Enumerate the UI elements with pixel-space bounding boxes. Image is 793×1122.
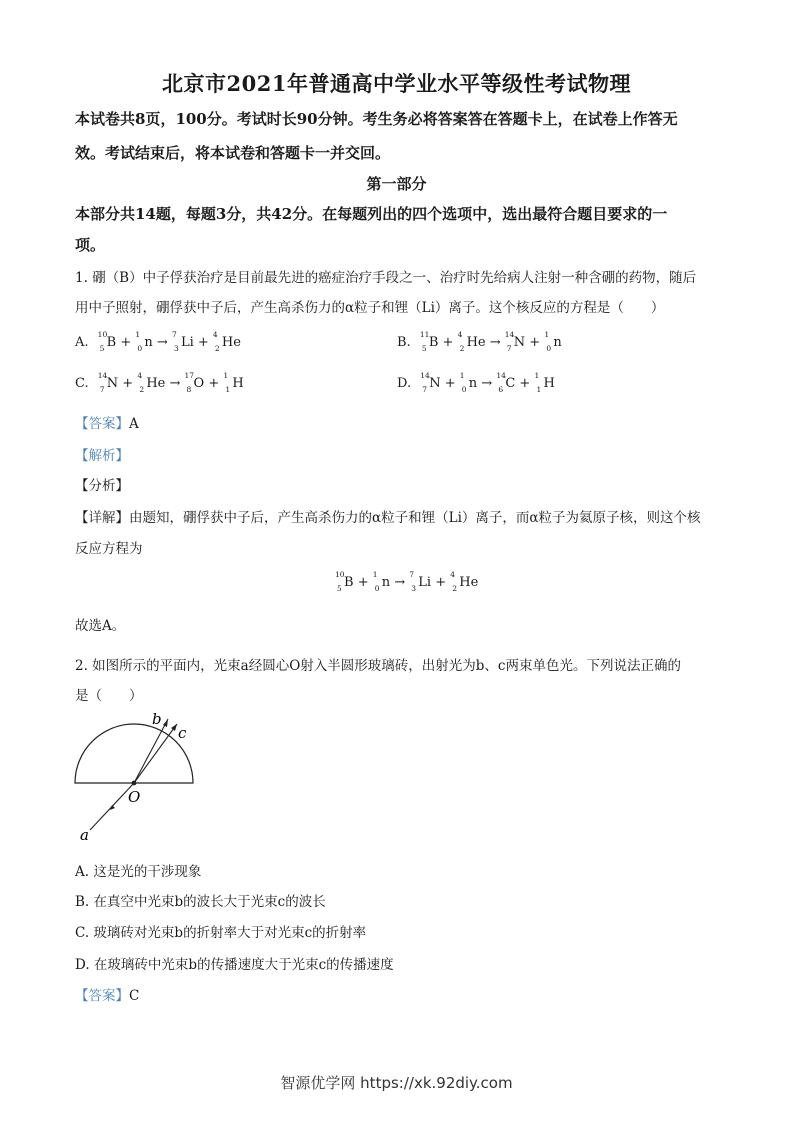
q1-fenxi-tag: 【分析】: [75, 478, 129, 494]
q2-option-c[interactable]: C. 玻璃砖对光束b的折射率大于对光束c的折射率: [75, 925, 367, 941]
q1-conclusion: 故选A。: [75, 618, 126, 634]
q2-option-d[interactable]: D. 在玻璃砖中光束b的传播速度大于光束c的传播速度: [75, 957, 394, 973]
nuclide-neutron: 1 0 n: [544, 330, 562, 353]
q2-stem-line-1: 2. 如图所示的平面内，光束a经圆心O射入半圆形玻璃砖，出射光为b、c两束单色光。下列说法正确的: [75, 658, 681, 674]
nuclide-c14: 14 6 C: [496, 371, 516, 394]
semicircle-glass-figure: [70, 710, 200, 845]
q1-answer: [75, 412, 139, 432]
nuclide-neutron: 1 0 n: [372, 570, 391, 593]
label-c: c: [178, 724, 187, 742]
nuclide-he: 4 2 He: [212, 330, 241, 353]
answer-tag: 【答案】: [75, 416, 129, 432]
q1-analysis-tag: 【解析】: [75, 448, 129, 464]
glass-semicircle: [75, 724, 193, 783]
q1-stem-line-1: 1. 硼（B）中子俘获治疗是目前最先进的癌症治疗手段之一、治疗时先给病人注射一种含硼的药物，随后: [75, 270, 697, 286]
part-title: 第一部分: [366, 175, 427, 193]
option-label: C.: [75, 376, 89, 391]
part-desc-line-1: 本部分共14题，每题3分，共42分。在每题列出的四个选项中，选出最符合题目要求的一: [75, 205, 668, 223]
q1-option-a[interactable]: A. 10 5 B + 1 0 n → 7 3 Li + 4 2 He: [75, 330, 241, 353]
q1-detail-line-2: 反应方程为: [75, 541, 143, 557]
nuclide-li: 7 3 Li: [409, 570, 432, 593]
intro-line-2: 效。考试结束后，将本试卷和答题卡一并交回。: [75, 144, 391, 162]
answer-tag: 【答案】: [75, 988, 129, 1004]
ray-c: [134, 724, 177, 783]
detail-tag: 【详解】: [75, 510, 129, 526]
part-desc-line-2: 项。: [75, 236, 106, 254]
label-b: b: [152, 710, 162, 728]
q1-stem-line-2: 用中子照射，硼俘获中子后，产生高杀伤力的α粒子和锂（Li）离子。这个核反应的方程是（ ）: [75, 300, 665, 316]
page-title: 北京市2021年普通高中学业水平等级性考试物理: [162, 71, 631, 96]
intro-line-1: 本试卷共8页，100分。考试时长90分钟。考生务必将答案答在答题卡上，在试卷上作答无: [75, 110, 678, 128]
nuclide-b10: 10 5 B: [97, 330, 117, 353]
q2-option-a[interactable]: A. 这是光的干涉现象: [75, 864, 202, 880]
q1-equation: 10 5 B + 1 0 n → 7 3 Li + 4 2 He: [335, 570, 479, 593]
nuclide-he: 4 2 He: [450, 570, 479, 593]
nuclide-h: 1 1 H: [223, 371, 244, 394]
footer-watermark[interactable]: 智源优学网 https://xk.92diy.com: [280, 1074, 513, 1092]
nuclide-h: 1 1 H: [534, 371, 555, 394]
q2-option-b[interactable]: B. 在真空中光束b的波长大于光束c的波长: [75, 894, 326, 910]
nuclide-n14: 14 7 N: [504, 330, 526, 353]
label-o: O: [128, 788, 141, 806]
nuclide-b11: 11 5 B: [419, 330, 439, 353]
option-label: B.: [397, 335, 411, 350]
center-point: [132, 781, 137, 786]
q1-option-b[interactable]: B. 11 5 B + 4 2 He → 14 7 N + 1 0 n: [397, 330, 562, 353]
nuclide-neutron: 1 0 n: [459, 371, 478, 394]
answer-value: C: [129, 988, 140, 1004]
nuclide-neutron: 1 0 n: [135, 330, 153, 353]
ray-c-arrow: [171, 724, 177, 731]
q2-answer: [75, 984, 139, 1004]
nuclide-n14: 14 7 N: [97, 371, 119, 394]
answer-value: A: [129, 416, 139, 432]
label-a: a: [80, 826, 89, 844]
nuclide-b10: 10 5 B: [335, 570, 354, 593]
nuclide-o17: 17 8 O: [184, 371, 205, 394]
nuclide-he: 4 2 He: [137, 371, 166, 394]
nuclide-li: 7 3 Li: [171, 330, 194, 353]
ray-b: [134, 719, 168, 783]
q1-option-c[interactable]: C. 14 7 N + 4 2 He → 17 8 O + 1 1 H: [75, 371, 244, 394]
nuclide-he: 4 2 He: [457, 330, 486, 353]
option-label: D.: [397, 376, 412, 391]
nuclide-n14: 14 7 N: [420, 371, 441, 394]
ray-b-arrow: [163, 719, 168, 727]
q1-detail-line-1: 【详解】由题知，硼俘获中子后，产生高杀伤力的α粒子和锂（Li）离子，而α粒子为氦原子核，则这个核: [75, 510, 701, 526]
q2-stem-line-2: 是（ ）: [75, 688, 143, 704]
option-label: A.: [75, 335, 89, 350]
q1-option-d[interactable]: D. 14 7 N + 1 0 n → 14 6 C + 1 1 H: [397, 371, 555, 394]
